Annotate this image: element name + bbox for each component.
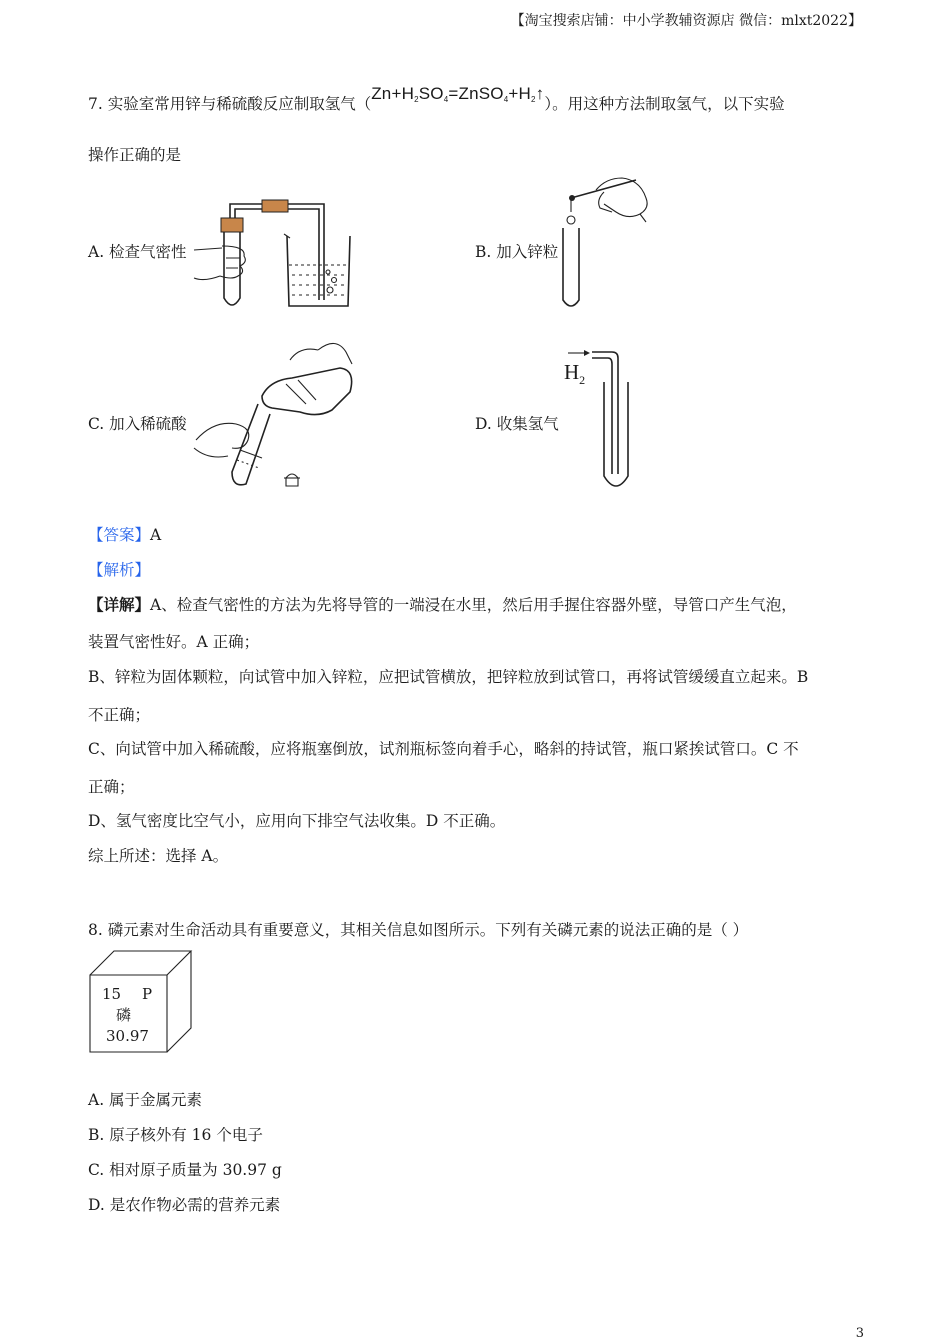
page-number: 3 [855, 1326, 864, 1341]
detail-line-1: 【详解】A、检查气密性的方法为先将导管的一端浸在水里，然后用手握住容器外壁，导管口产生气泡， [88, 595, 797, 614]
q7-option-d: D. 收集氢气 [475, 415, 559, 433]
answer-tag: 【答案】 [88, 526, 151, 544]
q7-stem-line2: 操作正确的是 [88, 146, 182, 164]
detail-line-2: 装置气密性好。A 正确； [88, 633, 260, 651]
detail-line-7: D、氢气密度比空气小，应用向下排空气法收集。D 不正确。 [88, 812, 506, 830]
detail-line-3: B、锌粒为固体颗粒，向试管中加入锌粒，应把试管横放，把锌粒放到试管口，再将试管缓缓直立起来。B [88, 668, 809, 686]
element-mass: 30.97 [106, 1027, 149, 1045]
q8-option-d: D. 是农作物必需的营养元素 [88, 1196, 281, 1214]
element-name: 磷 [116, 1006, 132, 1024]
page-header: 【淘宝搜索店铺：中小学教辅资源店 微信：mlxt2022】 [510, 13, 862, 29]
q7-option-a: A. 检查气密性 [88, 243, 187, 261]
detail-line-6: 正确； [88, 778, 135, 796]
q8-stem: 8. 磷元素对生命活动具有重要意义，其相关信息如图所示。下列有关磷元素的说法正确的是（ ） [88, 921, 749, 939]
q7-option-b: B. 加入锌粒 [475, 243, 559, 261]
q7-option-c: C. 加入稀硫酸 [88, 415, 187, 433]
answer-value: A [150, 526, 162, 544]
h2-label: $H_2$ [564, 360, 586, 388]
element-symbol: P [142, 985, 153, 1003]
detail-line-8: 综上所述：选择 A。 [88, 847, 229, 865]
q8-option-c: C. 相对原子质量为 30.97 g [88, 1161, 282, 1179]
detail-line-4: 不正确； [88, 706, 151, 724]
q8-option-b: B. 原子核外有 16 个电子 [88, 1126, 263, 1144]
q7-equation: $Zn+H_2SO_4=ZnSO_4+H_2↑$ [371, 84, 545, 104]
detail-tag: 【详解】 [88, 595, 151, 614]
q7-stem-suffix: ）。用这种方法制取氢气，以下实验 [544, 95, 785, 113]
element-number: 15 [102, 985, 122, 1003]
q7-stem-prefix: 7. 实验室常用锌与稀硫酸反应制取氢气（ [88, 95, 372, 113]
analysis-tag: 【解析】 [88, 561, 151, 579]
detail-line-5: C、向试管中加入稀硫酸，应将瓶塞倒放，试剂瓶标签向着手心，略斜的持试管，瓶口紧挨试管口。C 不 [88, 740, 799, 758]
q8-option-a: A. 属于金属元素 [88, 1091, 203, 1109]
